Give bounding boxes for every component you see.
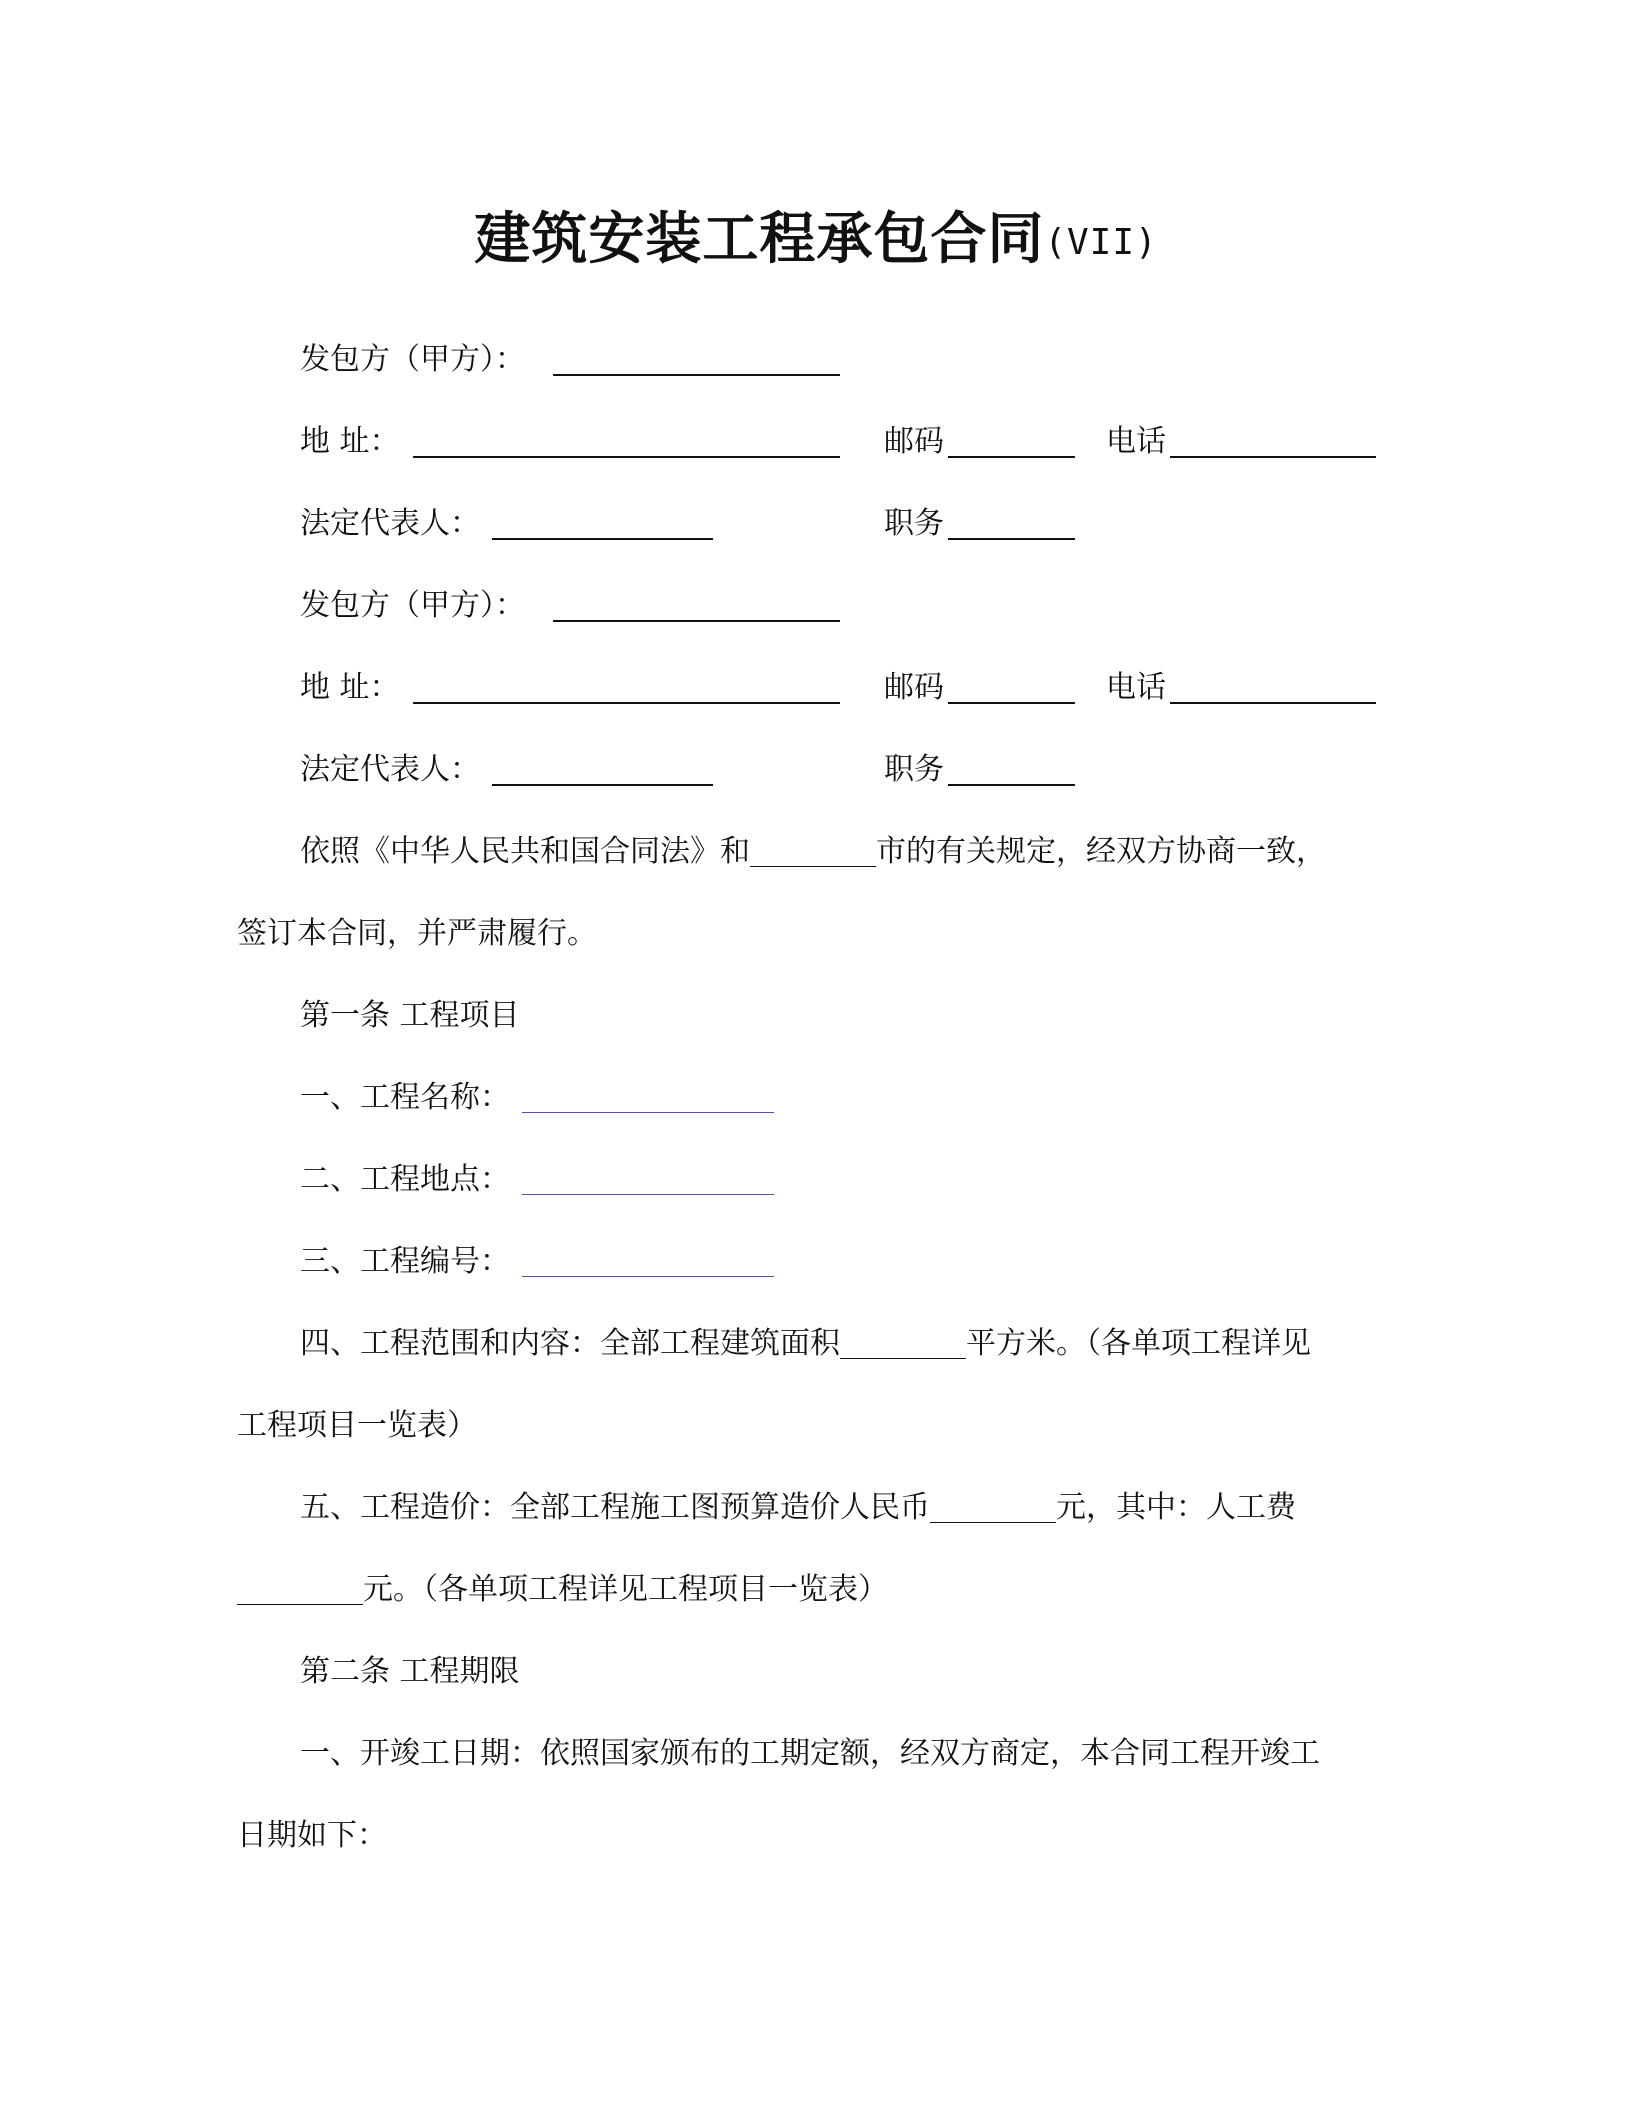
building-area-field[interactable] [840,1328,966,1359]
party-a-position-label: 职务 [884,506,944,541]
article-1-item-5-line-2 [237,1570,888,1610]
party-a-position-field[interactable] [948,508,1075,540]
party-a-address-label: 地 址： [300,424,400,459]
party-b-postcode-label: 邮码 [884,670,944,705]
party-b-phone-field[interactable] [1170,672,1376,704]
party-b-legal-rep-field[interactable] [492,754,713,786]
party-b-name-field[interactable] [553,590,840,622]
preamble-line-1-post: 市的有关规定，经双方协商一致， [876,834,1326,869]
article-1-item-1-label: 一、工程名称： [300,1080,510,1115]
article-2-item-1-line-1: 一、开竣工日期：依照国家颁布的工期定额，经双方商定，本合同工程开竣工 [300,1736,1320,1771]
party-b-phone-label: 电话 [1106,670,1166,705]
document-title [0,195,1632,275]
party-a-phone-field[interactable] [1170,426,1376,458]
total-cost-field[interactable] [930,1492,1056,1523]
party-b-address-field[interactable] [413,672,840,704]
preamble-line-1-pre: 依照《中华人民共和国合同法》和 [300,834,750,869]
article-1-heading: 第一条 工程项目 [300,998,520,1033]
article-2-heading: 第二条 工程期限 [300,1654,520,1689]
party-b-postcode-field[interactable] [948,672,1075,704]
party-a-postcode-label: 邮码 [884,424,944,459]
article-1-item-4-line-2: 工程项目一览表） [237,1408,477,1443]
party-a-postcode-field[interactable] [948,426,1075,458]
article-1-item-4-pre: 四、工程范围和内容：全部工程建筑面积 [300,1326,840,1361]
party-a-label: 发包方（甲方）： [300,342,525,377]
preamble-line-2: 签订本合同，并严肃履行。 [237,916,597,951]
article-1-item-4-line-1 [300,1324,1311,1364]
article-1-item-2-label: 二、工程地点： [300,1162,510,1197]
article-1-item-5-post: 元，其中：人工费 [1056,1490,1296,1525]
preamble-line-1 [300,832,1326,872]
party-a-legal-rep-field[interactable] [492,508,713,540]
article-2-item-1-line-2: 日期如下： [237,1818,387,1853]
article-1-item-5-line-1 [300,1488,1296,1528]
party-a-name-field[interactable] [553,344,840,376]
article-1-item-5-pre: 五、工程造价：全部工程施工图预算造价人民币 [300,1490,930,1525]
party-b-position-label: 职务 [884,752,944,787]
party-a-legal-rep-label: 法定代表人： [300,506,480,541]
article-1-item-4-post: 平方米。（各单项工程详见 [966,1326,1311,1361]
title-main: 建筑安装工程承包合同 [474,207,1045,272]
article-1-item-3-label: 三、工程编号： [300,1244,510,1279]
article-1-item-5-line-2-text: 元。（各单项工程详见工程项目一览表） [363,1572,888,1607]
title-suffix: (VII) [1044,222,1158,263]
project-number-field[interactable] [522,1246,774,1277]
party-b-address-label: 地 址： [300,670,400,705]
party-a-phone-label: 电话 [1106,424,1166,459]
party-b-legal-rep-label: 法定代表人： [300,752,480,787]
party-b-position-field[interactable] [948,754,1075,786]
labor-cost-field[interactable] [237,1574,363,1605]
preamble-city-field[interactable] [750,836,876,867]
party-b-label: 发包方（甲方）： [300,588,525,623]
party-a-address-field[interactable] [413,426,840,458]
project-name-field[interactable] [522,1082,774,1113]
project-location-field[interactable] [522,1164,774,1195]
